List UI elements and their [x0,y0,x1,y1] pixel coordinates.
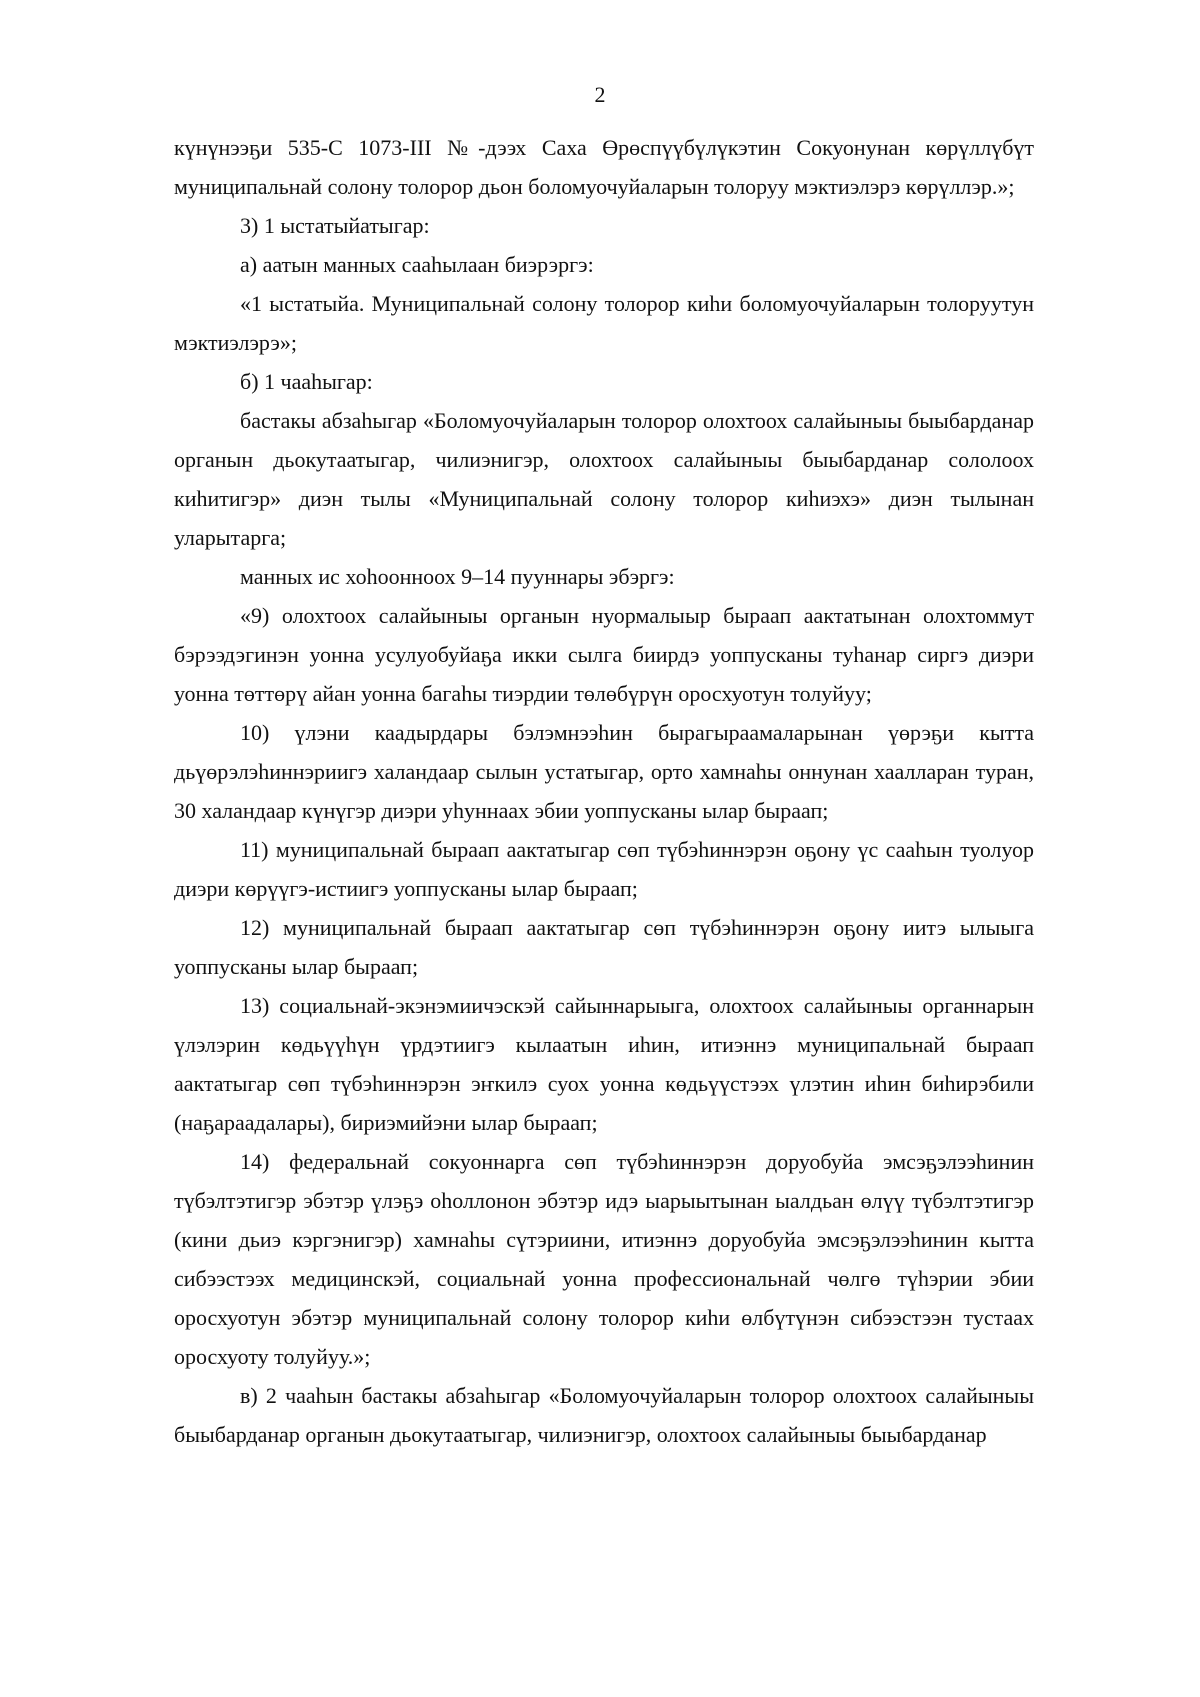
paragraph-point-10: 10) үлэни каадырдары бэлэмнээһин бырагыраамаларынан үөрэҕи кытта дьүөрэлэһиннэриигэ халандаар сылын устатыгар, орто хамнаһы оннунан хаалларан туран, 30 халандаар күнүгэр диэри уһуннаах эбии уоппусканы ылар быраап; [174,720,1034,823]
paragraph-item-3: 3) 1 ыстатыйатыгар: [240,213,430,238]
paragraph-point-9: «9) олохтоох салайыныы органын нуормалыыр быраап аактатынан олохтоммут бэрээдэгинэн уонна усулуобуйаҕа икки сылга биирдэ уоппусканы туһанар сиргэ диэри уонна төттөрү айан уонна багаһы тиэрдии төлөбүрүн оросхуотун толуйуу; [174,603,1034,706]
paragraph-point-12: 12) муниципальнай быраап аактатыгар сөп түбэһиннэрэн оҕону иитэ ылыыга уоппусканы ылар быраап; [174,915,1034,979]
page-number: 2 [594,82,606,107]
paragraph-point-13: 13) социальнай-экэнэмиичэскэй сайыннарыыга, олохтоох салайыныы органнарын үлэлэрин көдьүүһүн үрдэтиигэ кылаатын иһин, итиэннэ муниципальнай быраап аактатыгар сөп түбэһиннэрэн эҥкилэ суох уонна көдьүүстээх үлэтин иһин биһирэбили (наҕараадалары), бириэмийэни ылар быраап; [174,993,1034,1135]
document-body [174,128,1034,1454]
paragraph-point-14: 14) федеральнай сокуоннарга сөп түбэһиннэрэн доруобуйа эмсэҕэлээһинин түбэлтэтигэр эбэтэр үлэҕэ оһоллонон эбэтэр идэ ыарыытынан ыалдьан өлүү түбэлтэтигэр (кини дьиэ кэргэнигэр) хамнаһы сүтэриини, итиэннэ доруобуйа эмсэҕэлээһинин кытта сибээстээх медицинскэй, социальнай уонна профессиональнай чөлгө түһэрии эбии оросхуотун эбэтэр муниципальнай солону толорор киһи өлбүтүнэн сибээстээн тустаах оросхуоту толуйуу.»; [174,1149,1034,1369]
paragraph-item-b: б) 1 чааһыгар: [240,369,373,394]
paragraph-add-points: манных ис хоһоонноох 9–14 пууннары эбэргэ: [240,564,675,589]
paragraph-continuation: күнүнээҕи 535-С 1073-III №-дээх Саха Өрөспүүбүлүкэтин Сокуонунан көрүллүбүт муниципальнай солону толорор дьон боломуочуйаларын толоруу мэктиэлэрэ көрүллэр.»; [174,135,1034,199]
paragraph-first-abzats: бастакы абзаһыгар «Боломуочуйаларын толорор олохтоох салайыныы быыбарданар органын дьокутаатыгар, чилиэнигэр, олохтоох салайыныы быыбарданар сололоох киһитигэр» диэн тылы «Муниципальнай солону толорор киһиэхэ» диэн тылынан уларытарга; [174,408,1034,550]
paragraph-item-v: в) 2 чааһын бастакы абзаһыгар «Боломуочуйаларын толорор олохтоох салайыныы быыбарданар органын дьокутаатыгар, чилиэнигэр, олохтоох салайыныы быыбарданар [174,1383,1034,1447]
paragraph-article-title: «1 ыстатыйа. Муниципальнай солону толорор киһи боломуочуйаларын толоруутун мэктиэлэрэ»; [174,291,1034,355]
paragraph-item-a: а) аатын манных сааһылаан биэрэргэ: [240,252,594,277]
paragraph-point-11: 11) муниципальнай быраап аактатыгар сөп түбэһиннэрэн оҕону үс сааһын туолуор диэри көрүүгэ-истиигэ уоппусканы ылар быраап; [174,837,1034,901]
